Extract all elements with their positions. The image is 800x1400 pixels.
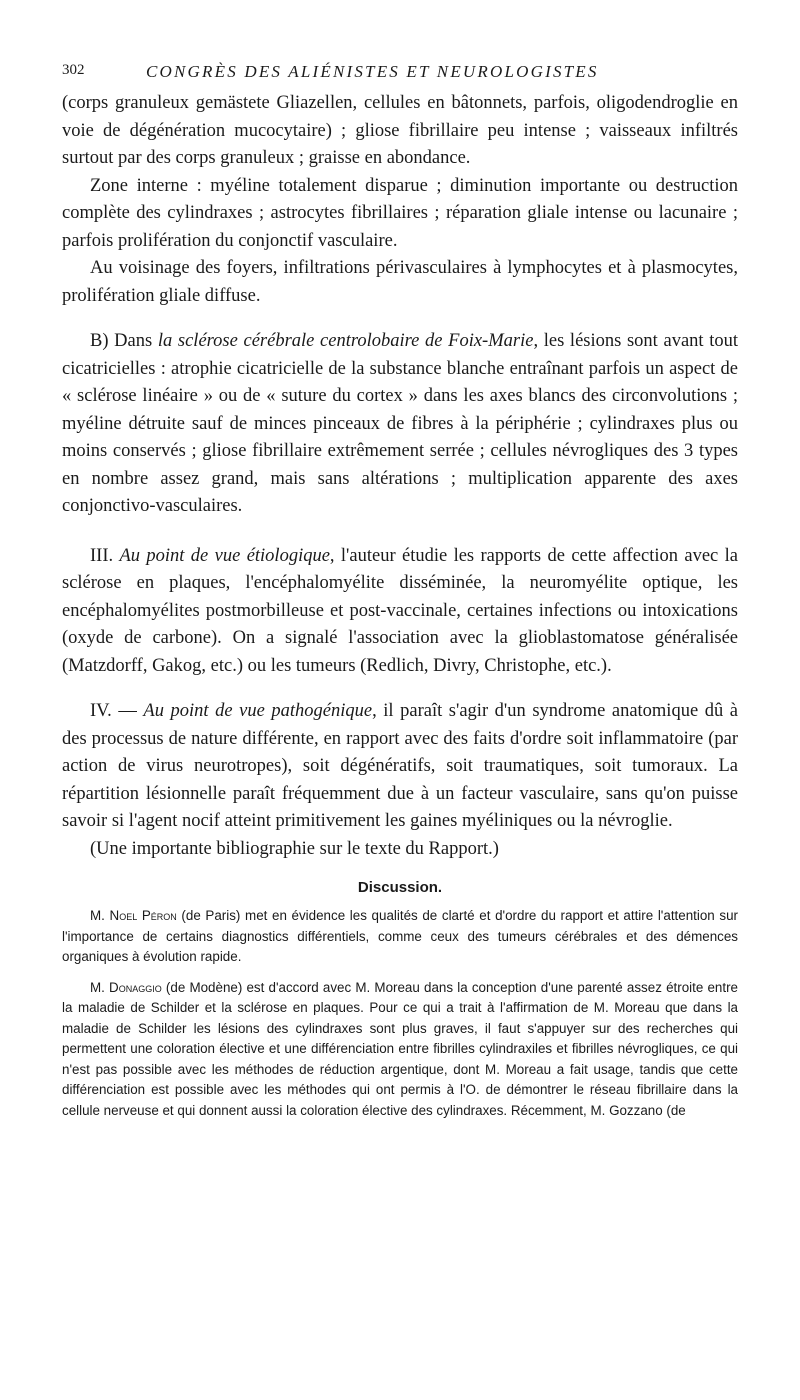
section-iii-text: , l'auteur étudie les rapports de cette affection avec la sclérose en plaques, l'encéphalomyélite disséminée, la neuromyélite optique, les encéphalomyélites postmorbilleuse et post-vaccinale, certaines infections ou intoxications (oxyde de carbone). On a signalé l'association avec la glioblastomatose généralisée (Matzdorff, Gakog, etc.) ou les tumeurs (Redlich, Divry, Christophe, etc.). (62, 545, 738, 676)
body-text (62, 90, 738, 863)
section-iv-italic: Au point de vue pathogénique (143, 701, 373, 721)
spacer (62, 521, 738, 543)
section-iii-italic: Au point de vue étiologique (119, 545, 330, 566)
page-number: 302 (62, 62, 85, 78)
paragraph-section-b (62, 328, 738, 521)
discussion-entry-peron (62, 906, 738, 968)
spacer (62, 310, 738, 328)
speaker-remarks: (de Paris) met en évidence les qualités de clarté et d'ordre du rapport et attire l'attention sur l'importance de certains diagnostics différentiels, comme ceux des tumeurs cérébrales et des démences organiques à évolution rapide. (62, 908, 738, 964)
speaker-name: M. Noel Péron (90, 908, 177, 923)
discussion-heading: Discussion. (357, 879, 443, 896)
speaker-remarks: (de Modène) est d'accord avec M. Moreau dans la conception d'une parenté assez étroite entre la maladie de Schilder et la sclérose en plaques. Pour ce qui a trait à l'affirmation de M. Moreau que dans la maladie de Schilder les lésions des cylindraxes sont plus graves, il faut s'appuyer sur des recherches qui permettent une coloration élective et une différenciation entre fibrilles cylindraxiles et fibrilles névrogliques, ce qui n'est pas possible avec les méthodes de réduction argentique, dont M. Moreau a fait usage, tandis que cette différenciation est possible avec les méthodes qui ont permis à l'O. de démontrer le réseau fibrillaire dans la cellule nerveuse et qui donnent aussi la coloration élective des cylindraxes. Récemment, M. Gozzano (de (62, 979, 738, 1118)
running-head (62, 62, 738, 90)
paragraph-section-iii (62, 543, 738, 681)
section-iv-text: , il paraît s'agir d'un syndrome anatomique dû à des processus de nature différente, en rapport avec des faits d'ordre soit inflammatoire (par action de virus neurotropes), soit dégénératifs, soit traumatiques, soit tumoraux. La répartition lésionnelle paraît fréquemment due à un facteur vasculaire, sans qu'on puisse savoir si l'agent nocif atteint primitivement les gaines myéliniques ou la névroglie. (62, 701, 739, 831)
section-b-text: , les lésions sont avant tout cicatricielles : atrophie cicatricielle de la substance blanche entraînant parfois un aspect de « sclérose linéaire » ou de « suture du cortex » dans les axes blancs des circonvolutions ; myéline détruite sauf de minces pinceaux de fibres à la périphérie ; cylindraxes plus ou moins conservés ; gliose fibrillaire extrêmement serrée ; cellules névrogliques des 3 types en nombre assez grand, mais sans altérations ; multiplication apparente des axes conjonctivo-vasculaires. (62, 331, 738, 516)
section-b-italic: la sclérose cérébrale centrolobaire de Foix-Marie (157, 331, 534, 351)
discussion-entry-donaggio (62, 978, 738, 1122)
paragraph-section-iv (62, 698, 738, 836)
paragraph-3: Au voisinage des foyers, infiltrations périvasculaires à lymphocytes et à plasmocytes, prolifération gliale diffuse. (62, 258, 738, 306)
section-iii-lead: III. (90, 545, 120, 566)
speaker-name: M. Donaggio (90, 979, 162, 995)
paragraph-2: Zone interne : myéline totalement disparue ; diminution importante ou destruction complète des cylindraxes ; astrocytes fibrillaires ; réparation gliale intense ou lacunaire ; parfois prolifération du conjonctif vasculaire. (62, 175, 738, 251)
running-title: CONGRÈS DES ALIÉNISTES ET NEUROLOGISTES (146, 62, 599, 81)
section-b-lead: B) Dans (90, 331, 158, 351)
discussion-body (62, 906, 738, 1121)
paragraph-bibliography-note: (Une importante bibliographie sur le texte du Rapport.) (90, 838, 499, 859)
spacer (62, 680, 738, 698)
paragraph-1: (corps granuleux gemästete Gliazellen, cellules en bâtonnets, parfois, oligodendroglie en voie de dégénération mucocytaire) ; gliose fibrillaire peu intense ; vaisseaux infiltrés surtout par des corps granuleux ; graisse en abondance. (62, 93, 738, 168)
section-iv-lead: IV. — (90, 701, 144, 721)
